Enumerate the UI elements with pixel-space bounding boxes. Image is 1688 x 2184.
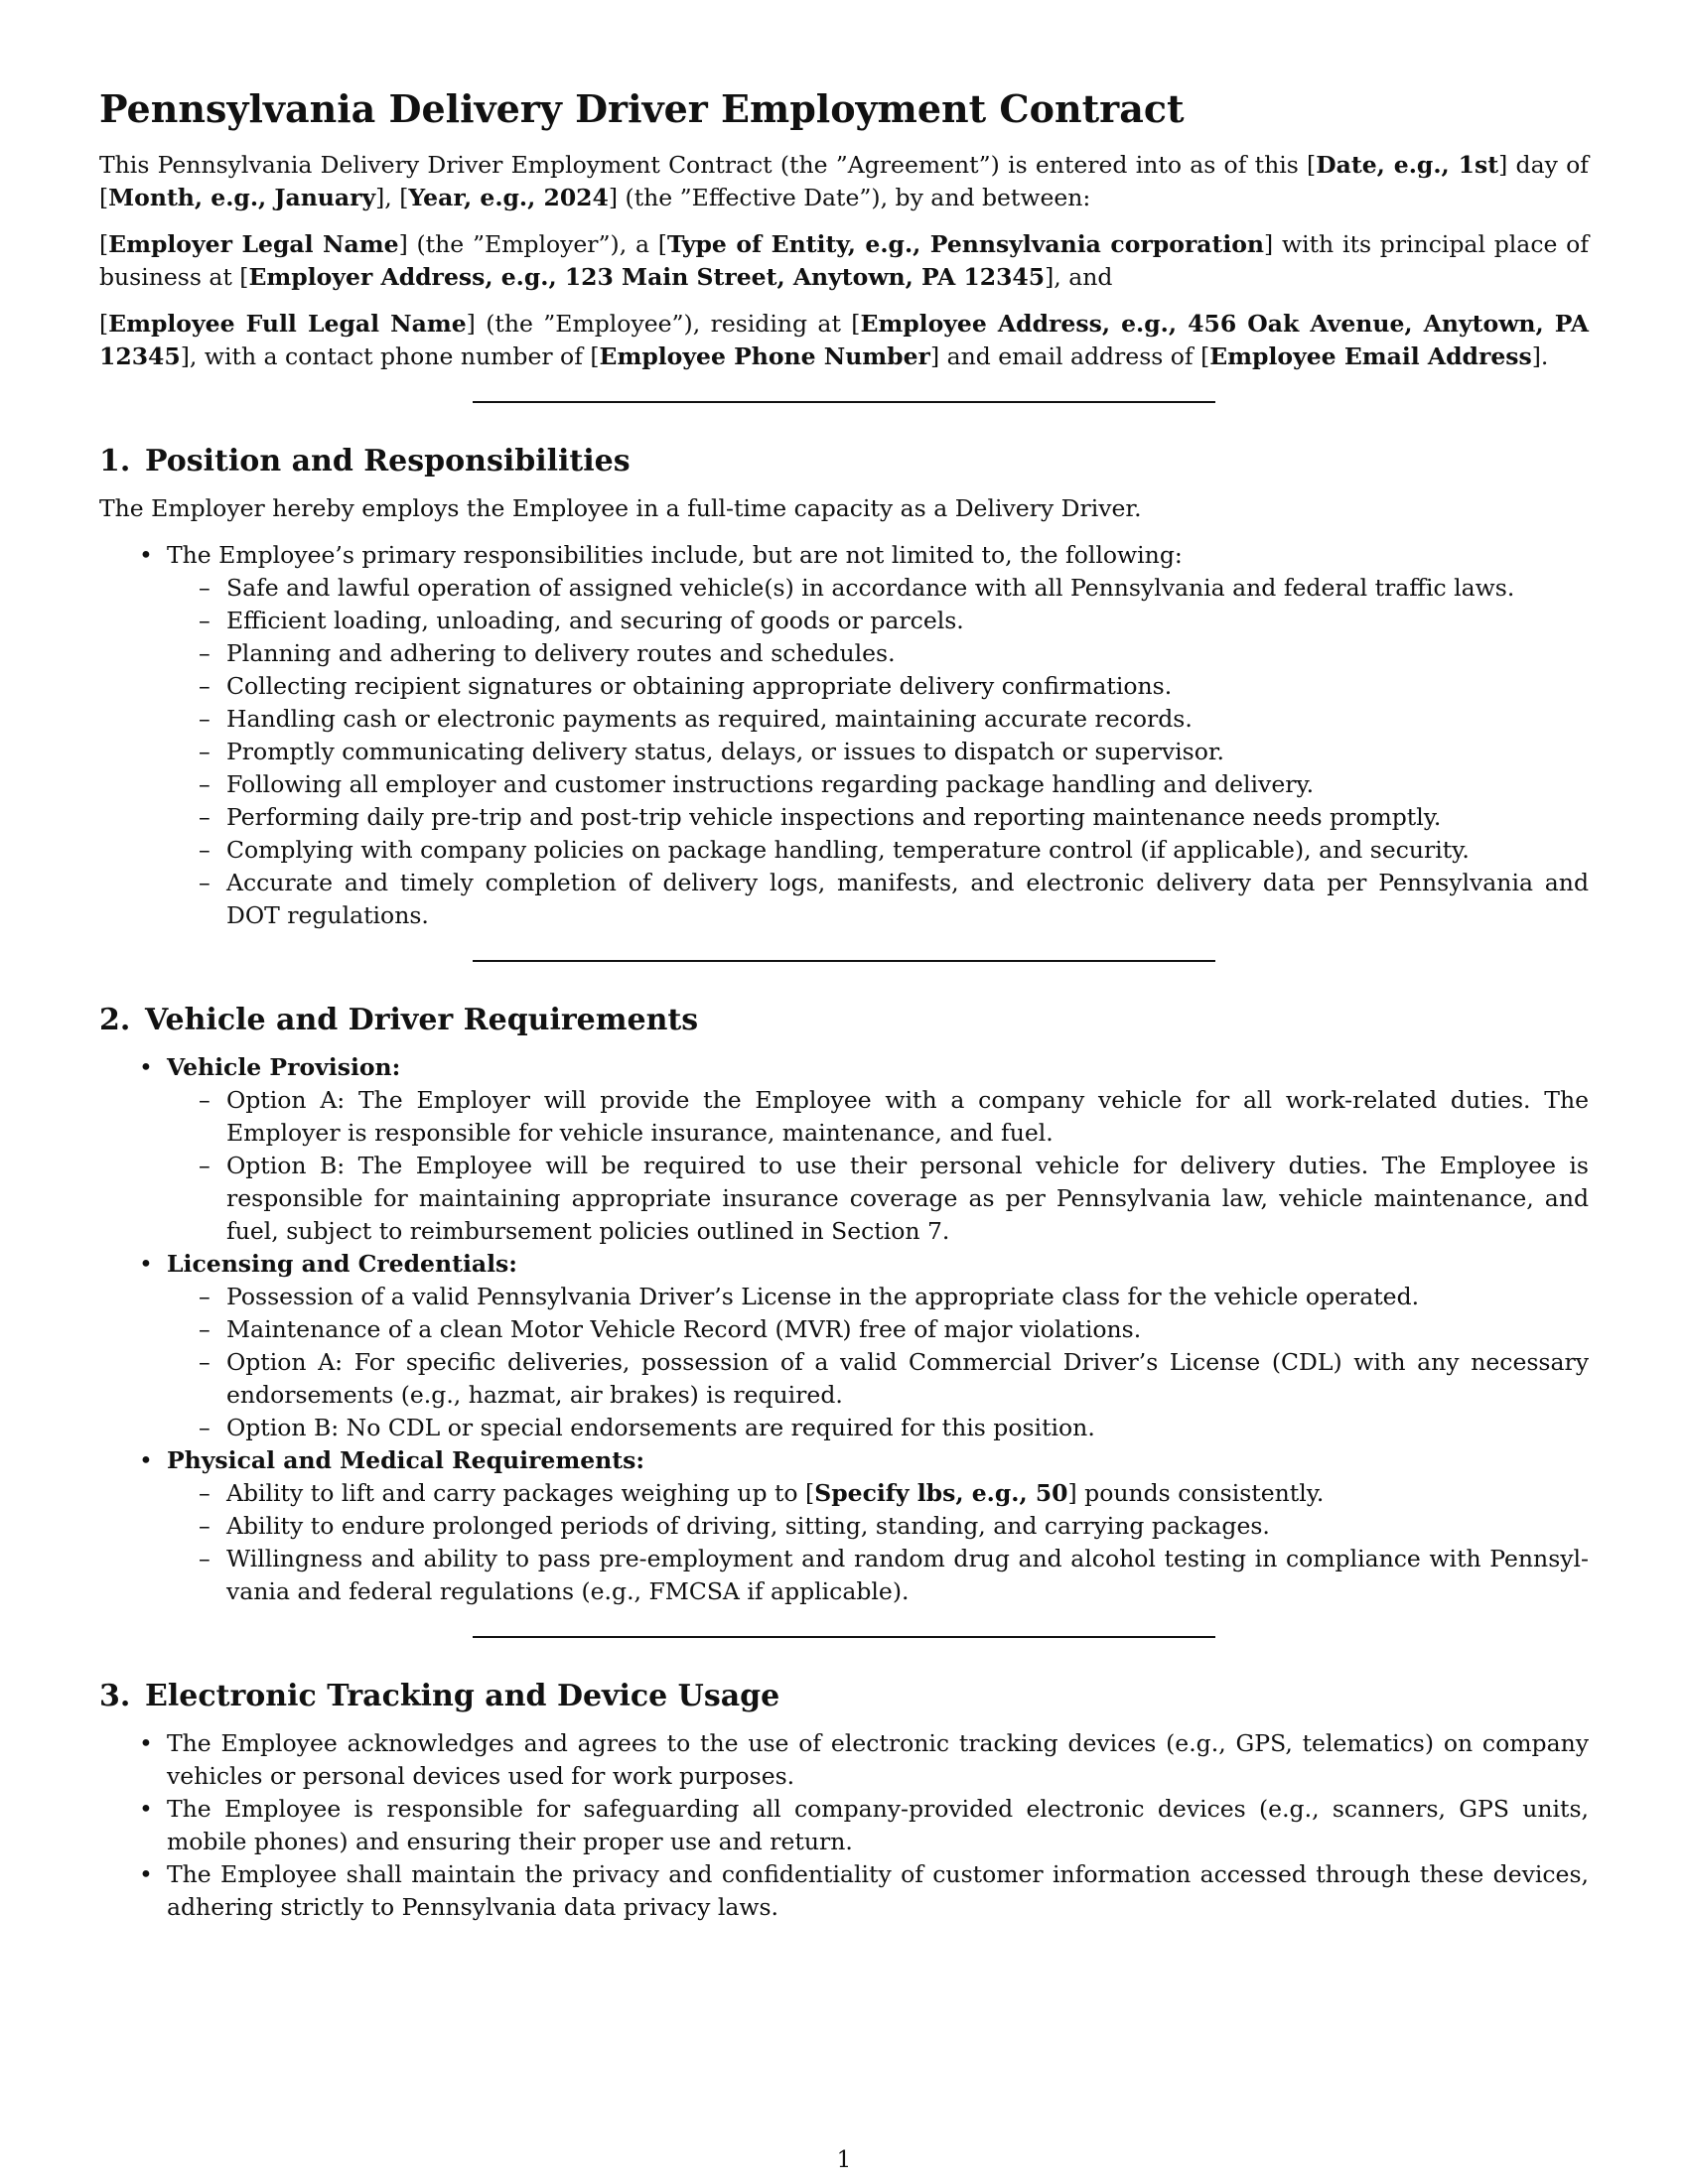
physical-list	[167, 1477, 1589, 1608]
section-divider	[473, 960, 1215, 962]
list-item: – Performing daily pre-trip and post-trip vehicle inspections and reporting maintenance needs promptly.	[226, 801, 1589, 834]
section-divider	[473, 1636, 1215, 1638]
list-item: – Ability to endure prolonged periods of driving, sitting, standing, and carrying packages.	[226, 1510, 1589, 1543]
section-1-list	[99, 539, 1589, 932]
list-item: • The Employee shall maintain the privacy and confidentiality of customer information accessed through these devices, adhering strictly to Pennsylvania data privacy laws.	[167, 1858, 1589, 1924]
placeholder-entity-type: Type of Entity, e.g., Pennsylvania corporation	[666, 230, 1265, 258]
preamble-paragraph-2: [Employer Legal Name] (the ”Employer”), a [Type of Entity, e.g., Pennsylvania corporation] with its principal place of business at [Employer Address, e.g., 123 Main Street, Anytown, PA 12345], and	[99, 230, 1590, 291]
placeholder-lbs: Specify lbs, e.g., 50	[814, 1479, 1068, 1507]
list-item: • The Employee’s primary responsibilities include, but are not limited to, the following: – Safe and lawful operation of assigned vehicle(s) in accordance with all Pennsylvania and federal traffic laws. – Efficient loading, unloading, and securing of goods or parcels. – Planning and adhering to delivery routes and schedules. – Collecting recipient signatures or obtaining appropriate delivery confirmations. – Handling cash or electronic payments as required, maintaining accurate records. – Promptly communicating delivery status, delays, or issues to dispatch or supervisor. – Following all employer and customer instructions regarding package handling and delivery. – Performing daily pre-trip and post-trip vehicle inspections and reporting maintenance needs promptly. – Complying with company policies on package handling, temperature control (if applicable), and security. – Accurate and timely completion of delivery logs, manifests, and electronic delivery data per Pennsylvania and DOT regulations.	[167, 539, 1589, 932]
section-3-list	[99, 1727, 1589, 1924]
placeholder-year: Year, e.g., 2024	[408, 184, 609, 211]
group-label-licensing: Licensing and Credentials:	[167, 1250, 517, 1278]
list-item: – Planning and adhering to delivery routes and schedules.	[226, 637, 1589, 670]
list-item: – Option A: The Employer will provide the Employee with a company vehicle for all work-related duties. The Employer is responsible for vehicle insurance, maintenance, and fuel.	[226, 1084, 1589, 1150]
section-divider	[473, 401, 1215, 403]
section-2-list	[99, 1051, 1589, 1608]
preamble-paragraph-1: This Pennsylvania Delivery Driver Employment Contract (the ”Agreement”) is entered into as of this [Date, e.g., 1st] day of [Month, e.g., January], [Year, e.g., 2024] (the ”Effective Date”), by and between:	[99, 151, 1589, 211]
placeholder-employee-name: Employee Full Legal Name	[108, 310, 467, 338]
list-item: – Following all employer and customer instructions regarding package handling and delivery.	[226, 768, 1589, 801]
section-1-intro: The Employer hereby employs the Employee in a full-time capacity as a Delivery Driver.	[99, 494, 1142, 522]
list-item: – Safe and lawful operation of assigned vehicle(s) in accordance with all Pennsylvania and federal traffic laws.	[226, 572, 1589, 605]
list-item	[167, 1444, 1589, 1608]
section-1-heading: 1. Position and Responsibilities	[99, 444, 631, 478]
list-item: – Option B: No CDL or special endorsements are required for this position.	[226, 1412, 1589, 1444]
placeholder-employer-name: Employer Legal Name	[108, 230, 399, 258]
placeholder-employee-email: Employee Email Address	[1209, 342, 1532, 370]
document-title: Pennsylvania Delivery Driver Employment Contract	[99, 86, 1185, 131]
page-number: 1	[836, 2147, 852, 2173]
placeholder-employee-address: Employee Address, e.g., 456 Oak Avenue, Anytown, PA 12345	[99, 310, 1589, 370]
list-item	[167, 1051, 1589, 1248]
list-item: • The Employee is responsible for safeguarding all company-provided electronic devices (e.g., scanners, GPS units, mobile phones) and ensuring their proper use and return.	[167, 1793, 1589, 1858]
placeholder-date: Date, e.g., 1st	[1316, 151, 1499, 179]
list-item: – Complying with company policies on package handling, temperature control (if applicable), and security.	[226, 834, 1589, 867]
list-item: – Ability to lift and carry packages weighing up to [Specify lbs, e.g., 50] pounds consistently.	[226, 1477, 1589, 1510]
group-label-physical: Physical and Medical Requirements:	[167, 1446, 645, 1474]
section-2-heading: 2. Vehicle and Driver Requirements	[99, 1003, 699, 1037]
list-item	[167, 1248, 1589, 1444]
list-item: – Willingness and ability to pass pre-employment and random drug and alcohol testing in compliance with Pennsyl- vania and federal regulations (e.g., FMCSA if applicable).	[226, 1543, 1589, 1608]
list-item: – Accurate and timely completion of delivery logs, manifests, and electronic delivery data per Pennsylvania and DOT regulations.	[226, 867, 1589, 932]
list-item: – Efficient loading, unloading, and securing of goods or parcels.	[226, 605, 1589, 637]
placeholder-employer-address: Employer Address, e.g., 123 Main Street, Anytown, PA 12345	[248, 263, 1046, 291]
preamble-paragraph-3: [Employee Full Legal Name] (the ”Employee”), residing at [Employee Address, e.g., 456 Oak Avenue, Anytown, PA 12345], with a contact phone number of [Employee Phone Number] and email address of [Employee Email Address].	[99, 310, 1589, 370]
placeholder-month: Month, e.g., January	[108, 184, 376, 211]
list-item: – Promptly communicating delivery status, delays, or issues to dispatch or supervisor.	[226, 736, 1589, 768]
licensing-list	[167, 1281, 1589, 1444]
list-item: – Collecting recipient signatures or obtaining appropriate delivery confirmations.	[226, 670, 1589, 703]
list-item: – Maintenance of a clean Motor Vehicle Record (MVR) free of major violations.	[226, 1313, 1589, 1346]
list-item: – Option B: The Employee will be required to use their personal vehicle for delivery duties. The Employee is responsible for maintaining appropriate insurance coverage as per Pennsylvania law, vehicle maintenance, and fuel, subject to reimbursement policies outlined in Section 7.	[226, 1150, 1589, 1248]
list-item: • The Employee acknowledges and agrees to the use of electronic tracking devices (e.g., GPS, telematics) on company vehicles or personal devices used for work purposes.	[167, 1727, 1589, 1793]
vehicle-provision-list	[167, 1084, 1589, 1248]
list-item: – Option A: For specific deliveries, possession of a valid Commercial Driver’s License (CDL) with any necessary endorsements (e.g., hazmat, air brakes) is required.	[226, 1346, 1589, 1412]
list-item: – Handling cash or electronic payments as required, maintaining accurate records.	[226, 703, 1589, 736]
list-item: – Possession of a valid Pennsylvania Driver’s License in the appropriate class for the vehicle operated.	[226, 1281, 1589, 1313]
responsibilities-list	[167, 572, 1589, 932]
group-label-vehicle-provision: Vehicle Provision:	[167, 1053, 401, 1081]
section-3-heading: 3. Electronic Tracking and Device Usage	[99, 1679, 780, 1713]
placeholder-employee-phone: Employee Phone Number	[599, 342, 930, 370]
